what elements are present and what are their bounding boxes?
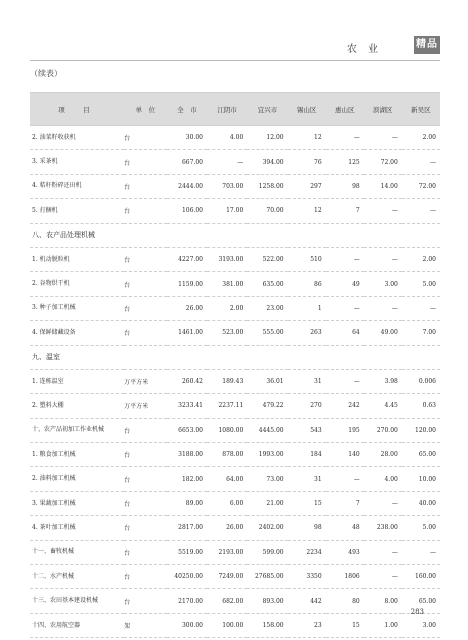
jiangyin-cell: 4.00: [207, 126, 247, 150]
huishan-cell: 493: [326, 540, 364, 564]
unit-cell: 台: [124, 443, 167, 467]
xishan-cell: 86: [288, 272, 326, 296]
jiangyin-cell: 3193.00: [207, 247, 247, 271]
item-name-cell: 十四、农用航空器: [30, 613, 124, 637]
yixing-cell: 1993.00: [247, 443, 287, 467]
city-total-cell: 667.00: [167, 150, 207, 174]
huishan-cell: 15: [326, 613, 364, 637]
unit-cell: 台: [124, 150, 167, 174]
xishan-cell: 184: [288, 443, 326, 467]
binhu-cell: —: [364, 126, 402, 150]
jiangyin-cell: 878.00: [207, 443, 247, 467]
yixing-cell: 479.22: [247, 394, 287, 418]
city-total-cell: 40250.00: [167, 565, 207, 589]
jiangyin-cell: 682.00: [207, 589, 247, 613]
yixing-cell: 70.00: [247, 199, 287, 223]
xinwu-cell: 7.00: [402, 321, 440, 345]
table-row: [30, 540, 440, 564]
city-total-cell: 3188.00: [167, 443, 207, 467]
binhu-cell: —: [364, 565, 402, 589]
yixing-cell: 27685.00: [247, 565, 287, 589]
city-total-cell: 30.00: [167, 126, 207, 150]
jiangyin-cell: 7249.00: [207, 565, 247, 589]
binhu-cell: 72.00: [364, 150, 402, 174]
yixing-cell: 599.00: [247, 540, 287, 564]
table-row: [30, 199, 440, 223]
xinwu-cell: —: [402, 199, 440, 223]
xinwu-cell: 5.00: [402, 272, 440, 296]
yixing-cell: 158.00: [247, 613, 287, 637]
table-row: [30, 565, 440, 589]
xishan-cell: 510: [288, 247, 326, 271]
huishan-cell: —: [326, 247, 364, 271]
column-header-jiangyin: 江阴市: [207, 93, 247, 126]
column-header-xinwu: 新吴区: [402, 93, 440, 126]
huishan-cell: 1806: [326, 565, 364, 589]
table-row: [30, 589, 440, 613]
xinwu-cell: 2.00: [402, 126, 440, 150]
jiangyin-cell: 26.00: [207, 516, 247, 540]
column-header-xishan: 锡山区: [288, 93, 326, 126]
item-name-cell: 2. 谷物烘干机: [30, 272, 124, 296]
table-row: [30, 174, 440, 198]
city-total-cell: 2444.00: [167, 174, 207, 198]
yixing-cell: 893.00: [247, 589, 287, 613]
item-name-cell: 4. 保鲜储藏设备: [30, 321, 124, 345]
item-name-cell: 5. 打捆机: [30, 199, 124, 223]
brand-logo: 精品: [414, 36, 440, 54]
city-total-cell: 5519.00: [167, 540, 207, 564]
xishan-cell: 1: [288, 296, 326, 320]
unit-cell: 台: [124, 589, 167, 613]
table-header-row: [30, 93, 440, 126]
xishan-cell: 31: [288, 369, 326, 393]
jiangyin-cell: 1080.00: [207, 418, 247, 442]
unit-cell: 台: [124, 174, 167, 198]
item-name-cell: 2. 油料加工机械: [30, 467, 124, 491]
binhu-cell: —: [364, 247, 402, 271]
column-header-yixing: 宜兴市: [247, 93, 287, 126]
binhu-cell: 4.45: [364, 394, 402, 418]
city-total-cell: 2817.00: [167, 516, 207, 540]
xishan-cell: 297: [288, 174, 326, 198]
item-name-cell: 2. 塑料大棚: [30, 394, 124, 418]
huishan-cell: 64: [326, 321, 364, 345]
item-name-cell: 十一、畜牧机械: [30, 540, 124, 564]
table-row: [30, 150, 440, 174]
table-row: [30, 321, 440, 345]
xinwu-cell: 0.006: [402, 369, 440, 393]
item-name-cell: 3. 采茶机: [30, 150, 124, 174]
xinwu-cell: 65.00: [402, 443, 440, 467]
yixing-cell: 23.00: [247, 296, 287, 320]
item-name-cell: 4. 茶叶加工机械: [30, 516, 124, 540]
yixing-cell: 555.00: [247, 321, 287, 345]
yixing-cell: 1258.00: [247, 174, 287, 198]
unit-cell: 台: [124, 540, 167, 564]
header-divider: [30, 60, 440, 61]
column-header-binhu: 滨湖区: [364, 93, 402, 126]
huishan-cell: —: [326, 296, 364, 320]
huishan-cell: 7: [326, 491, 364, 515]
xinwu-cell: 10.00: [402, 467, 440, 491]
xinwu-cell: 5.00: [402, 516, 440, 540]
yixing-cell: 12.00: [247, 126, 287, 150]
binhu-cell: 238.00: [364, 516, 402, 540]
jiangyin-cell: —: [207, 150, 247, 174]
continued-note: （续表）: [30, 69, 62, 78]
huishan-cell: —: [326, 467, 364, 491]
city-total-cell: 2170.00: [167, 589, 207, 613]
huishan-cell: 80: [326, 589, 364, 613]
column-header-city-total: 全 市: [167, 93, 207, 126]
binhu-cell: 8.00: [364, 589, 402, 613]
item-name-cell: 3. 种子加工机械: [30, 296, 124, 320]
xinwu-cell: 3.00: [402, 613, 440, 637]
jiangyin-cell: 2.00: [207, 296, 247, 320]
xinwu-cell: 40.00: [402, 491, 440, 515]
table-row: [30, 394, 440, 418]
huishan-cell: 125: [326, 150, 364, 174]
xishan-cell: 76: [288, 150, 326, 174]
city-total-cell: 26.00: [167, 296, 207, 320]
column-header-item: 项 目: [30, 93, 124, 126]
xinwu-cell: 65.00: [402, 589, 440, 613]
yixing-cell: 635.00: [247, 272, 287, 296]
unit-cell: 台: [124, 247, 167, 271]
city-total-cell: 1461.00: [167, 321, 207, 345]
item-name-cell: 十、农产品初加工作业机械: [30, 418, 124, 442]
jiangyin-cell: 381.00: [207, 272, 247, 296]
unit-cell: 台: [124, 418, 167, 442]
binhu-cell: 3.00: [364, 272, 402, 296]
jiangyin-cell: 64.00: [207, 467, 247, 491]
city-total-cell: 260.42: [167, 369, 207, 393]
yixing-cell: 2402.00: [247, 516, 287, 540]
jiangyin-cell: 17.00: [207, 199, 247, 223]
xinwu-cell: 120.00: [402, 418, 440, 442]
unit-cell: 架: [124, 613, 167, 637]
unit-cell: 台: [124, 565, 167, 589]
yixing-cell: 36.01: [247, 369, 287, 393]
unit-cell: 台: [124, 491, 167, 515]
xishan-cell: 15: [288, 491, 326, 515]
item-name-cell: 1. 连栋温室: [30, 369, 124, 393]
binhu-cell: —: [364, 491, 402, 515]
column-header-unit: 单 位: [124, 93, 167, 126]
unit-cell: 万平方米: [124, 369, 167, 393]
xishan-cell: 31: [288, 467, 326, 491]
table-body: [30, 126, 440, 638]
table-row: [30, 491, 440, 515]
xishan-cell: 263: [288, 321, 326, 345]
city-total-cell: 300.00: [167, 613, 207, 637]
huishan-cell: 140: [326, 443, 364, 467]
huishan-cell: 49: [326, 272, 364, 296]
item-name-cell: 2. 油菜籽收获机: [30, 126, 124, 150]
huishan-cell: 242: [326, 394, 364, 418]
xishan-cell: 12: [288, 126, 326, 150]
table-row: [30, 418, 440, 442]
jiangyin-cell: 2193.00: [207, 540, 247, 564]
xishan-cell: 543: [288, 418, 326, 442]
xinwu-cell: 160.00: [402, 565, 440, 589]
xinwu-cell: —: [402, 296, 440, 320]
jiangyin-cell: 2237.11: [207, 394, 247, 418]
unit-cell: 万平方米: [124, 394, 167, 418]
unit-cell: 台: [124, 199, 167, 223]
table-row: [30, 369, 440, 393]
binhu-cell: 4.00: [364, 467, 402, 491]
city-total-cell: 182.00: [167, 467, 207, 491]
binhu-cell: —: [364, 296, 402, 320]
item-name-cell: 十二、水产机械: [30, 565, 124, 589]
city-total-cell: 1159.00: [167, 272, 207, 296]
table-row: [30, 247, 440, 271]
table-row: [30, 516, 440, 540]
xinwu-cell: 72.00: [402, 174, 440, 198]
xishan-cell: 2234: [288, 540, 326, 564]
huishan-cell: —: [326, 126, 364, 150]
city-total-cell: 106.00: [167, 199, 207, 223]
page-number: 283: [410, 608, 424, 616]
category-label: 八、农产品处理机械: [30, 223, 440, 247]
binhu-cell: 28.00: [364, 443, 402, 467]
binhu-cell: —: [364, 199, 402, 223]
table-row: [30, 272, 440, 296]
yixing-cell: 394.00: [247, 150, 287, 174]
city-total-cell: 3233.41: [167, 394, 207, 418]
jiangyin-cell: 100.00: [207, 613, 247, 637]
item-name-cell: 4. 秸秆粉碎还田机: [30, 174, 124, 198]
unit-cell: 台: [124, 516, 167, 540]
statistics-table: [30, 92, 440, 638]
binhu-cell: 49.00: [364, 321, 402, 345]
huishan-cell: 48: [326, 516, 364, 540]
item-name-cell: 3. 果蔬加工机械: [30, 491, 124, 515]
unit-cell: 台: [124, 296, 167, 320]
xinwu-cell: 0.63: [402, 394, 440, 418]
jiangyin-cell: 189.43: [207, 369, 247, 393]
item-name-cell: 十三、农田基本建设机械: [30, 589, 124, 613]
city-total-cell: 6653.00: [167, 418, 207, 442]
city-total-cell: 89.00: [167, 491, 207, 515]
jiangyin-cell: 6.00: [207, 491, 247, 515]
yixing-cell: 522.00: [247, 247, 287, 271]
huishan-cell: —: [326, 369, 364, 393]
xishan-cell: 12: [288, 199, 326, 223]
xishan-cell: 442: [288, 589, 326, 613]
jiangyin-cell: 523.00: [207, 321, 247, 345]
category-row: [30, 223, 440, 247]
xishan-cell: 3350: [288, 565, 326, 589]
section-title: 农 业: [346, 44, 382, 55]
xinwu-cell: 2.00: [402, 247, 440, 271]
unit-cell: 台: [124, 126, 167, 150]
table-row: [30, 613, 440, 637]
yixing-cell: 73.00: [247, 467, 287, 491]
binhu-cell: —: [364, 540, 402, 564]
xinwu-cell: —: [402, 540, 440, 564]
jiangyin-cell: 703.00: [207, 174, 247, 198]
column-header-huishan: 惠山区: [326, 93, 364, 126]
huishan-cell: 7: [326, 199, 364, 223]
city-total-cell: 4227.00: [167, 247, 207, 271]
huishan-cell: 195: [326, 418, 364, 442]
table-row: [30, 296, 440, 320]
xinwu-cell: —: [402, 150, 440, 174]
category-label: 九、温室: [30, 345, 440, 369]
yixing-cell: 21.00: [247, 491, 287, 515]
category-row: [30, 345, 440, 369]
huishan-cell: 98: [326, 174, 364, 198]
binhu-cell: 14.00: [364, 174, 402, 198]
xishan-cell: 270: [288, 394, 326, 418]
yixing-cell: 4445.00: [247, 418, 287, 442]
unit-cell: 台: [124, 272, 167, 296]
table-row: [30, 126, 440, 150]
item-name-cell: 1. 机动脱粒机: [30, 247, 124, 271]
xishan-cell: 98: [288, 516, 326, 540]
table-row: [30, 443, 440, 467]
xishan-cell: 23: [288, 613, 326, 637]
binhu-cell: 270.00: [364, 418, 402, 442]
table-row: [30, 467, 440, 491]
item-name-cell: 1. 粮食加工机械: [30, 443, 124, 467]
binhu-cell: 1.00: [364, 613, 402, 637]
binhu-cell: 3.98: [364, 369, 402, 393]
unit-cell: 台: [124, 467, 167, 491]
unit-cell: 台: [124, 321, 167, 345]
